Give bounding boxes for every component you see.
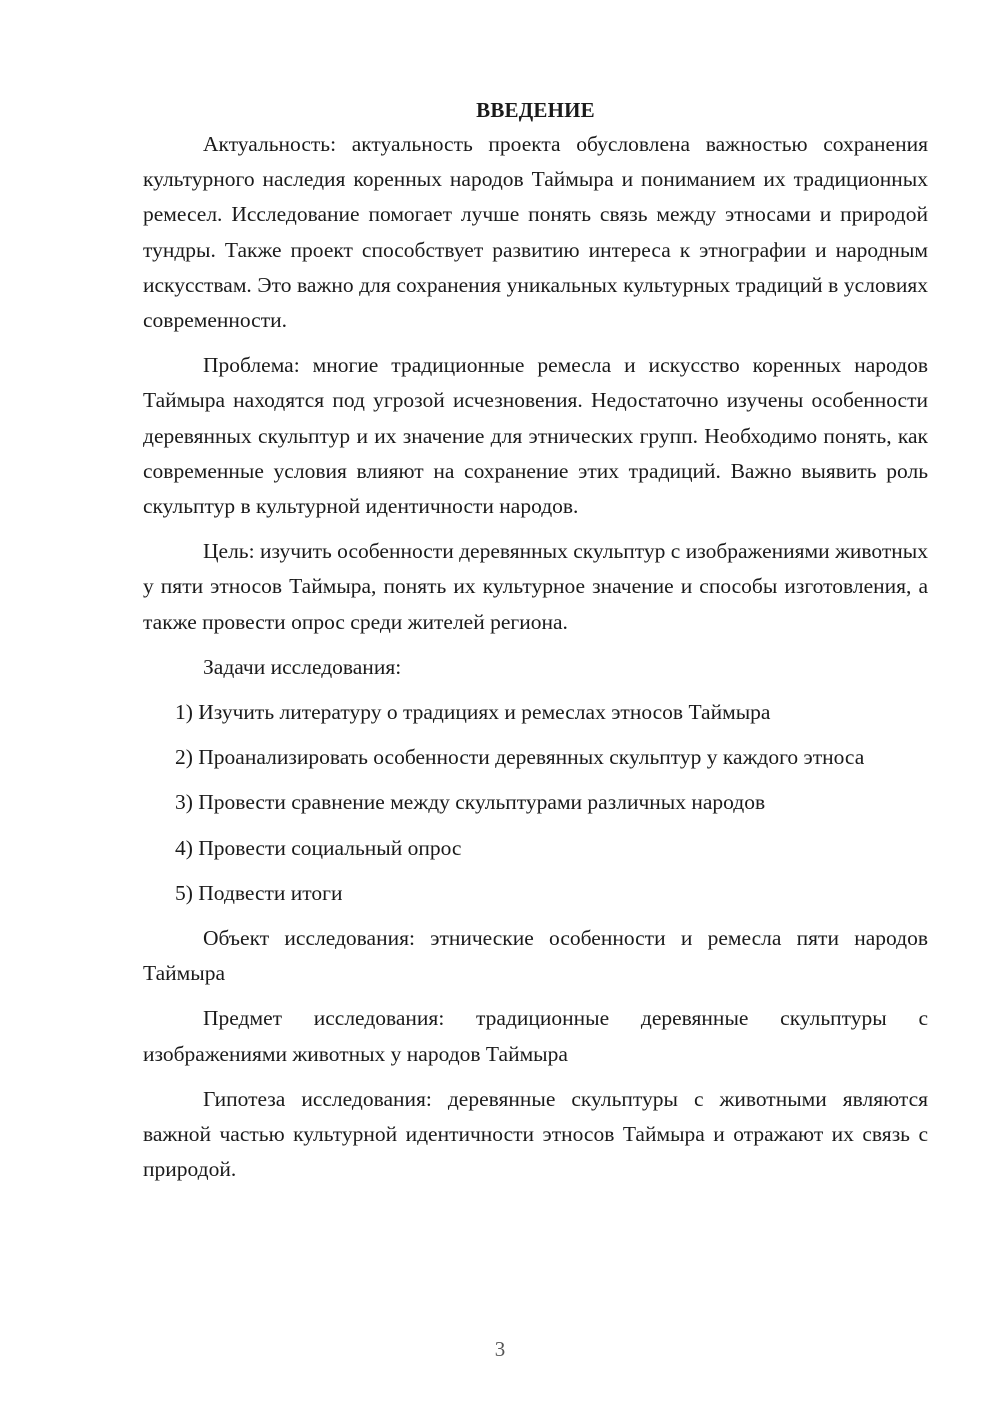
- tasks-heading: Задачи исследования:: [203, 654, 402, 679]
- hypothesis-paragraph: Гипотеза исследования: деревянные скульптуры с животными являются важной частью культурной идентичности этносов Таймыра и отражают их связь с природой.: [143, 1086, 928, 1182]
- goal-paragraph: Цель: изучить особенности деревянных скульптур с изображениями животных у пяти этносов Таймыра, понять их культурное значение и способы изготовления, а также провести опрос среди жителей региона.: [143, 539, 928, 634]
- task-item-1: 1) Изучить литературу о традициях и ремеслах этносов Таймыра: [175, 700, 771, 725]
- subject-paragraph: Предмет исследования: традиционные деревянные скульптуры с изображениями животных у народов Таймыра: [143, 1006, 928, 1066]
- object-paragraph: Объект исследования: этнические особенности и ремесла пяти народов Таймыра: [143, 926, 928, 986]
- task-item-4: 4) Провести социальный опрос: [175, 835, 462, 860]
- task-item-2: 2) Проанализировать особенности деревянных скульптур у каждого этноса: [175, 745, 865, 770]
- page-title: ВВЕДЕНИЕ: [476, 98, 595, 122]
- page-number: 3: [494, 1337, 506, 1361]
- task-item-5: 5) Подвести итоги: [175, 880, 343, 905]
- task-item-3: 3) Провести сравнение между скульптурами различных народов: [175, 790, 766, 815]
- relevance-paragraph: Актуальность: актуальность проекта обусловлена важностью сохранения культурного наследия коренных народов Таймыра и пониманием их традиционных ремесел. Исследование помогает лучше понять связь между этносами и природой тундры. Также проект способствует развитию интереса к этнографии и народным искусствам. Это важно для сохранения уникальных культурных традиций в условиях современности.: [143, 132, 928, 333]
- problem-paragraph: Проблема: многие традиционные ремесла и искусство коренных народов Таймыра находятся под угрозой исчезновения. Недостаточно изучены особенности деревянных скульптур и их значение для этнических групп. Необходимо понять, как современные условия влияют на сохранение этих традиций. Важно выявить роль скульптур в культурной идентичности народов.: [143, 353, 928, 519]
- document-page: [143, 95, 928, 1187]
